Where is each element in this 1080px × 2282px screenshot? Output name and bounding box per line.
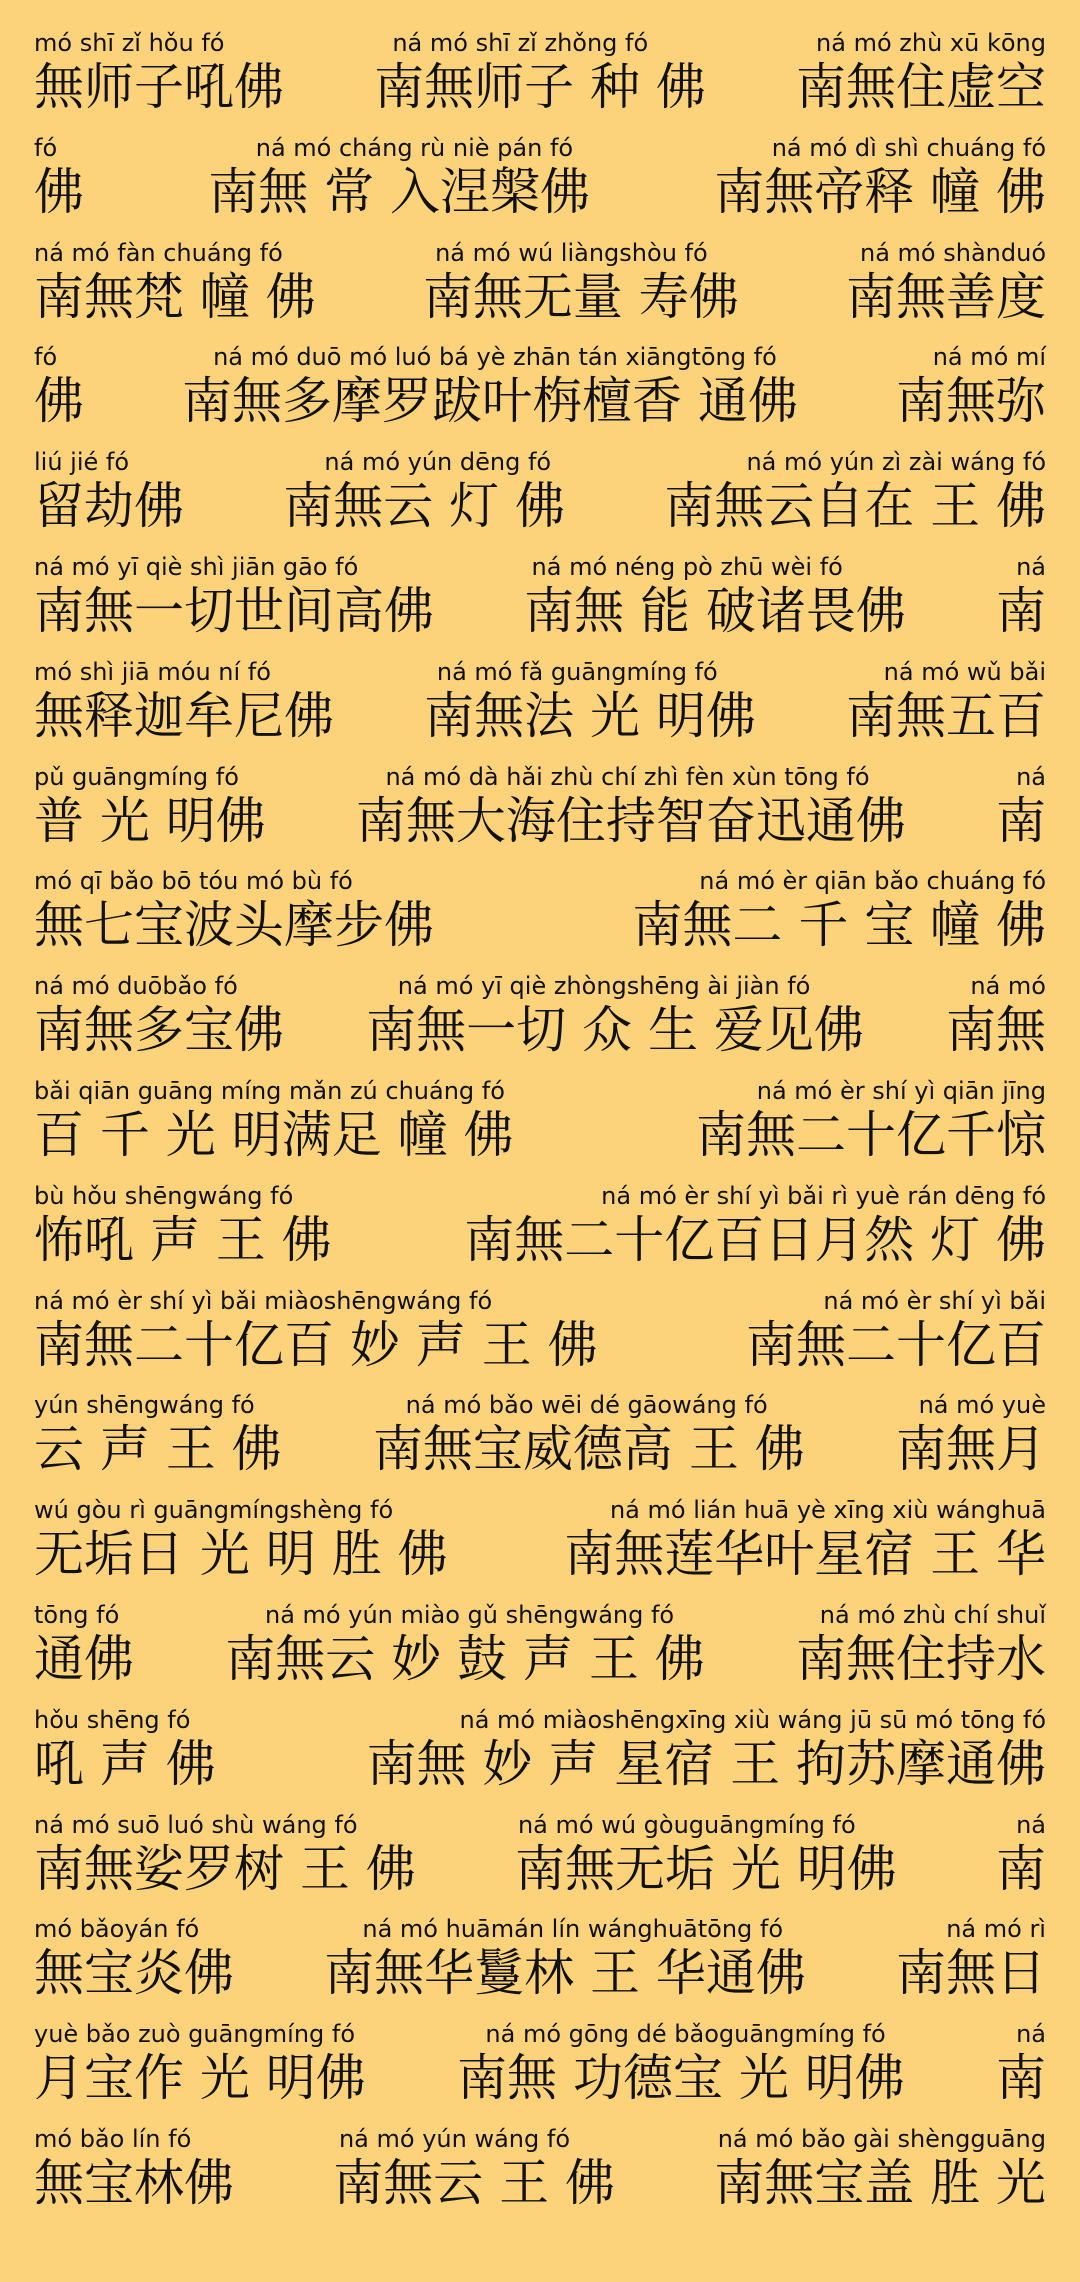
- hanzi-segment: 南無大海住持智奋迅通佛: [355, 792, 906, 850]
- hanzi-row: [34, 685, 1046, 747]
- pinyin-segment: ná mó huāmán lín wánghuātōng fó: [362, 1915, 784, 1943]
- pinyin-row: [34, 28, 1046, 58]
- pinyin-segment: fó: [34, 343, 58, 371]
- hanzi-segment: 云 声 王 佛: [34, 1420, 282, 1478]
- hanzi-segment: 南無宝威德高 王 佛: [372, 1420, 805, 1478]
- pinyin-segment: ná mó èr shí yì qiān jīng: [756, 1077, 1046, 1105]
- hanzi-segment: 南無月: [895, 1420, 1046, 1478]
- hanzi-segment: 無宝林佛: [34, 2154, 234, 2212]
- pinyin-segment: ná mó èr shí yì bǎi rì yuè rán dēng fó: [601, 1182, 1046, 1210]
- pinyin-row: [34, 1705, 1046, 1735]
- hanzi-segment: 南無二十亿百日月然 灯 佛: [464, 1211, 1046, 1269]
- hanzi-segment: 佛: [34, 163, 84, 221]
- pinyin-segment: yuè bǎo zuò guāngmíng fó: [34, 2020, 356, 2048]
- pinyin-row: [34, 866, 1046, 896]
- hanzi-segment: 南無娑罗树 王 佛: [34, 1840, 416, 1898]
- hanzi-segment: 南無 常 入涅槃佛: [208, 163, 590, 221]
- hanzi-segment: 南: [995, 2049, 1046, 2107]
- hanzi-segment: 南無五百: [845, 687, 1046, 745]
- hanzi-segment: 月宝作 光 明佛: [34, 2049, 366, 2107]
- pinyin-segment: mó shī zǐ hǒu fó: [34, 29, 225, 57]
- hanzi-row: [34, 790, 1046, 852]
- hanzi-row: [34, 56, 1046, 118]
- pinyin-segment: ná mó shànduó: [860, 239, 1046, 267]
- pinyin-segment: ná mó yún dēng fó: [324, 448, 552, 476]
- pinyin-segment: ná mó duōbǎo fó: [34, 972, 238, 1000]
- pinyin-row: [34, 762, 1046, 792]
- pinyin-segment: fó: [34, 134, 58, 162]
- pinyin-segment: ná mó zhù xū kōng: [816, 29, 1046, 57]
- pinyin-segment: liú jié fó: [34, 448, 130, 476]
- pinyin-segment: bù hǒu shēngwáng fó: [34, 1182, 294, 1210]
- hanzi-row: [34, 580, 1046, 642]
- pinyin-segment: ná: [1016, 553, 1046, 581]
- pinyin-segment: ná mó shī zǐ zhǒng fó: [392, 29, 649, 57]
- pinyin-row: [34, 1181, 1046, 1211]
- pinyin-segment: ná mó yún zì zài wáng fó: [746, 448, 1046, 476]
- pinyin-row: [34, 1390, 1046, 1420]
- hanzi-segment: 通佛: [34, 1630, 134, 1688]
- hanzi-row: [34, 1628, 1046, 1690]
- pinyin-segment: yún shēngwáng fó: [34, 1391, 255, 1419]
- pinyin-row: [34, 1076, 1046, 1106]
- pinyin-segment: ná: [1016, 1811, 1046, 1839]
- pinyin-segment: ná mó gōng dé bǎoguāngmíng fó: [485, 2020, 886, 2048]
- pinyin-segment: ná mó fàn chuáng fó: [34, 239, 283, 267]
- hanzi-segment: 南無一切世间高佛: [34, 582, 434, 640]
- hanzi-segment: 南無弥: [896, 372, 1046, 430]
- pinyin-segment: ná mó èr qiān bǎo chuáng fó: [699, 867, 1046, 895]
- pinyin-segment: ná mó duō mó luó bá yè zhān tán xiāngtōng fó: [213, 343, 777, 371]
- hanzi-segment: 南無帝释 幢 佛: [714, 163, 1046, 221]
- hanzi-segment: 百 千 光 明满足 幢 佛: [34, 1106, 514, 1164]
- hanzi-row: [34, 1104, 1046, 1166]
- pinyin-row: [34, 657, 1046, 687]
- pinyin-segment: ná: [1016, 763, 1046, 791]
- pinyin-segment: ná mó néng pò zhū wèi fó: [531, 553, 843, 581]
- hanzi-segment: 南無: [946, 1001, 1046, 1059]
- pinyin-row: [34, 1810, 1046, 1840]
- hanzi-segment: 南無梵 幢 佛: [34, 268, 316, 326]
- pinyin-segment: ná mó dà hǎi zhù chí zhì fèn xùn tōng fó: [385, 763, 870, 791]
- hanzi-segment: 南無二 千 宝 幢 佛: [632, 896, 1046, 954]
- hanzi-segment: 南無法 光 明佛: [424, 687, 756, 745]
- pinyin-segment: ná mó yuè: [918, 1391, 1046, 1419]
- pinyin-segment: mó shì jiā móu ní fó: [34, 658, 271, 686]
- hanzi-segment: 南無云 王 佛: [333, 2154, 615, 2212]
- pinyin-segment: ná mó fǎ guāngmíng fó: [436, 658, 718, 686]
- hanzi-row: [34, 2152, 1046, 2214]
- hanzi-row: [34, 894, 1046, 956]
- pinyin-segment: ná mó yún miào gǔ shēngwáng fó: [265, 1601, 675, 1629]
- pinyin-segment: ná mó yī qiè shì jiān gāo fó: [34, 553, 359, 581]
- hanzi-segment: 南無云自在 王 佛: [664, 477, 1046, 535]
- pinyin-segment: ná mó rì: [946, 1915, 1046, 1943]
- hanzi-segment: 南無日: [895, 1944, 1046, 2002]
- hanzi-row: [34, 1733, 1046, 1795]
- hanzi-segment: 無释迦牟尼佛: [34, 687, 334, 745]
- hanzi-row: [34, 999, 1046, 1061]
- pinyin-segment: ná mó dì shì chuáng fó: [771, 134, 1046, 162]
- hanzi-row: [34, 1209, 1046, 1271]
- hanzi-segment: 南無 妙 声 星宿 王 拘苏摩通佛: [366, 1735, 1046, 1793]
- hanzi-segment: 无垢日 光 明 胜 佛: [34, 1525, 448, 1583]
- hanzi-row: [34, 161, 1046, 223]
- pinyin-row: [34, 447, 1046, 477]
- hanzi-segment: 南無 功德宝 光 明佛: [457, 2049, 905, 2107]
- pinyin-row: [34, 1914, 1046, 1944]
- pinyin-segment: mó qī bǎo bō tóu mó bù fó: [34, 867, 353, 895]
- pinyin-segment: tōng fó: [34, 1601, 120, 1629]
- pinyin-segment: ná mó miàoshēngxīng xiù wáng jū sū mó tōng fó: [459, 1706, 1046, 1734]
- hanzi-segment: 南: [996, 1840, 1046, 1898]
- pinyin-segment: ná mó: [970, 972, 1046, 1000]
- hanzi-segment: 南無华鬘林 王 华通佛: [324, 1944, 806, 2002]
- pinyin-segment: ná mó èr shí yì bǎi miàoshēngwáng fó: [34, 1287, 493, 1315]
- pinyin-segment: ná mó yī qiè zhòngshēng ài jiàn fó: [397, 972, 811, 1000]
- pinyin-segment: ná mó bǎo gài shèngguāng: [717, 2125, 1046, 2153]
- pinyin-row: [34, 552, 1046, 582]
- pinyin-segment: ná mó bǎo wēi dé gāowáng fó: [405, 1391, 768, 1419]
- hanzi-segment: 無七宝波头摩步佛: [34, 896, 434, 954]
- pinyin-segment: ná mó mí: [932, 343, 1046, 371]
- hanzi-row: [34, 370, 1046, 432]
- hanzi-segment: 南無多摩罗跋叶栴檀香 通佛: [182, 372, 798, 430]
- hanzi-row: [34, 1942, 1046, 2004]
- pinyin-row: [34, 2019, 1046, 2049]
- hanzi-row: [34, 1838, 1046, 1900]
- hanzi-segment: 南無宝盖 胜 光: [714, 2154, 1046, 2212]
- pinyin-row: [34, 342, 1046, 372]
- hanzi-row: [34, 1314, 1046, 1376]
- pinyin-row: [34, 971, 1046, 1001]
- pinyin-segment: ná mó wú liàngshòu fó: [435, 239, 708, 267]
- pinyin-segment: ná: [1016, 2020, 1046, 2048]
- pinyin-segment: wú gòu rì guāngmíngshèng fó: [34, 1496, 394, 1524]
- pinyin-segment: hǒu shēng fó: [34, 1706, 191, 1734]
- pinyin-segment: ná mó zhù chí shuǐ: [819, 1601, 1046, 1629]
- hanzi-row: [34, 266, 1046, 328]
- pinyin-row: [34, 1600, 1046, 1630]
- pinyin-segment: ná mó suō luó shù wáng fó: [34, 1811, 358, 1839]
- hanzi-segment: 南無莲华叶星宿 王 华: [564, 1525, 1046, 1583]
- pinyin-segment: ná mó cháng rù niè pán fó: [255, 134, 574, 162]
- hanzi-segment: 南: [995, 582, 1046, 640]
- hanzi-segment: 佛: [34, 372, 84, 430]
- pinyin-segment: ná mó wú gòuguāngmíng fó: [517, 1811, 856, 1839]
- hanzi-segment: 南無住虚空: [795, 58, 1046, 116]
- pinyin-row: [34, 1495, 1046, 1525]
- hanzi-segment: 南無云 灯 佛: [283, 477, 565, 535]
- pinyin-segment: ná mó lián huā yè xīng xiù wánghuā: [609, 1496, 1046, 1524]
- hanzi-segment: 南無住持水: [796, 1630, 1046, 1688]
- hanzi-row: [34, 2047, 1046, 2109]
- pinyin-row: [34, 1286, 1046, 1316]
- pinyin-segment: mó bǎo lín fó: [34, 2125, 192, 2153]
- pinyin-row: [34, 238, 1046, 268]
- pinyin-segment: bǎi qiān guāng míng mǎn zú chuáng fó: [34, 1077, 505, 1105]
- hanzi-segment: 南無二十亿百 妙 声 王 佛: [34, 1316, 598, 1374]
- hanzi-segment: 南無师子 种 佛: [374, 58, 706, 116]
- pinyin-segment: ná mó yún wáng fó: [338, 2125, 571, 2153]
- hanzi-segment: 南無无垢 光 明佛: [515, 1840, 897, 1898]
- hanzi-segment: 無师子吼佛: [34, 58, 284, 116]
- hanzi-segment: 南: [995, 792, 1046, 850]
- hanzi-segment: 無宝炎佛: [34, 1944, 234, 2002]
- hanzi-segment: 南無善度: [845, 268, 1046, 326]
- pinyin-row: [34, 133, 1046, 163]
- pinyin-segment: mó bǎoyán fó: [34, 1915, 200, 1943]
- hanzi-segment: 南無 能 破诸畏佛: [524, 582, 906, 640]
- hanzi-segment: 南無二十亿百: [746, 1316, 1046, 1374]
- hanzi-segment: 吼 声 佛: [34, 1735, 216, 1793]
- hanzi-segment: 南無云 妙 鼓 声 王 佛: [225, 1630, 705, 1688]
- pinyin-row: [34, 2124, 1046, 2154]
- hanzi-segment: 南無一切 众 生 爱见佛: [366, 1001, 864, 1059]
- hanzi-row: [34, 1523, 1046, 1585]
- hanzi-segment: 南無多宝佛: [34, 1001, 284, 1059]
- hanzi-segment: 普 光 明佛: [34, 792, 266, 850]
- hanzi-segment: 留劫佛: [34, 477, 184, 535]
- pinyin-segment: pǔ guāngmíng fó: [34, 763, 239, 791]
- hanzi-segment: 南無无量 寿佛: [422, 268, 739, 326]
- hanzi-row: [34, 1418, 1046, 1480]
- hanzi-segment: 怖吼 声 王 佛: [34, 1211, 332, 1269]
- pinyin-segment: ná mó èr shí yì bǎi: [823, 1287, 1046, 1315]
- hanzi-segment: 南無二十亿千惊: [696, 1106, 1046, 1164]
- hanzi-row: [34, 475, 1046, 537]
- pinyin-segment: ná mó wǔ bǎi: [883, 658, 1046, 686]
